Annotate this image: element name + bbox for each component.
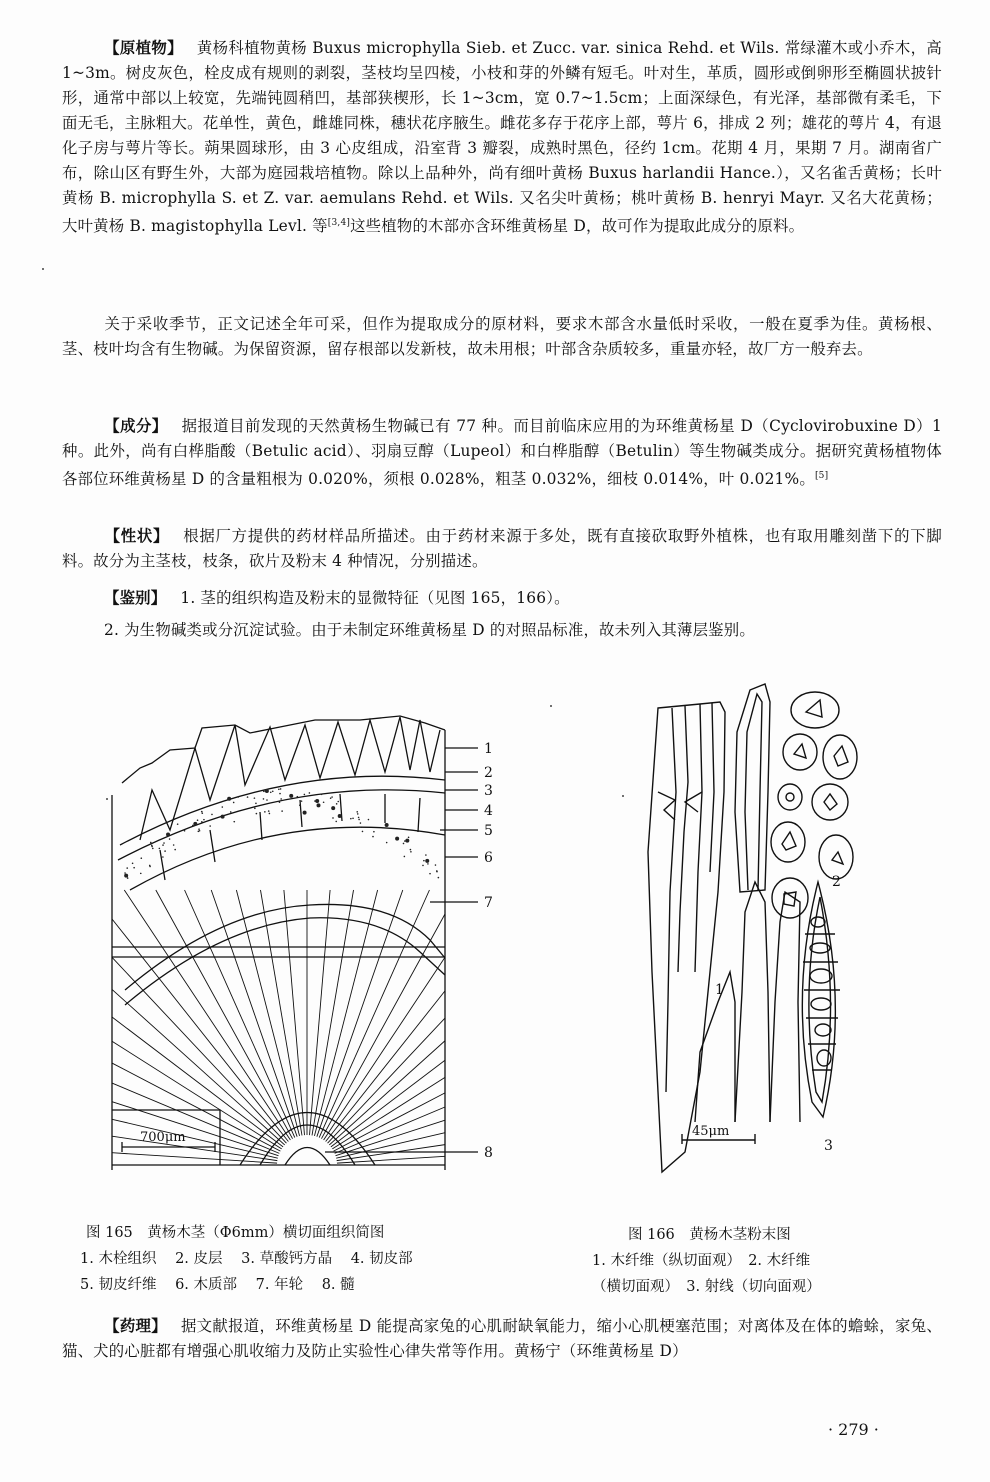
calcium-oxalate-crystal xyxy=(335,821,337,823)
calcium-oxalate-crystal xyxy=(164,850,166,852)
paragraph-origin-plant xyxy=(62,36,942,239)
scan-speck xyxy=(550,705,552,707)
calcium-oxalate-crystal xyxy=(422,865,424,867)
calcium-oxalate-crystal xyxy=(330,797,332,799)
scan-speck xyxy=(622,795,624,797)
calcium-oxalate-crystal xyxy=(410,849,412,851)
legend-item: 6. 木质部 xyxy=(175,1277,238,1293)
calcium-oxalate-crystal xyxy=(193,822,197,826)
calcium-oxalate-crystal xyxy=(350,818,352,820)
calcium-oxalate-crystal xyxy=(361,826,363,828)
calcium-oxalate-crystal xyxy=(289,794,293,798)
calcium-oxalate-crystal xyxy=(331,796,333,798)
calcium-oxalate-crystal xyxy=(126,867,128,869)
xylem-ray-line xyxy=(336,1120,445,1156)
figure-165-label: 6 xyxy=(484,850,493,866)
calcium-oxalate-crystal xyxy=(163,842,165,844)
calcium-oxalate-crystal xyxy=(162,856,164,858)
calcium-oxalate-crystal xyxy=(264,811,266,813)
xylem-ray-line xyxy=(112,957,286,1143)
calcium-oxalate-crystal xyxy=(425,854,427,856)
xylem-ray-line xyxy=(112,1063,280,1151)
calcium-oxalate-crystal xyxy=(299,804,301,806)
calcium-oxalate-crystal xyxy=(410,851,412,853)
calcium-oxalate-crystal xyxy=(272,790,274,792)
calcium-oxalate-crystal xyxy=(174,849,176,851)
calcium-oxalate-crystal xyxy=(280,788,282,790)
calcium-oxalate-crystal xyxy=(166,832,170,836)
reference-mark: [3,4] xyxy=(327,218,351,228)
calcium-oxalate-crystal xyxy=(408,837,410,839)
calcium-oxalate-crystal xyxy=(423,860,425,862)
xylem-ray-line xyxy=(112,1017,283,1147)
calcium-oxalate-crystal xyxy=(255,803,257,805)
calcium-oxalate-crystal xyxy=(429,873,431,875)
figure-165-label: 3 xyxy=(484,783,493,799)
xylem-ray-line xyxy=(236,890,299,1136)
figure-166-legend-line-2: （横切面观） 3. 射线（切向面观） xyxy=(592,1279,821,1295)
calcium-oxalate-crystal xyxy=(425,859,429,863)
origin-plant-text: 黄杨科植物黄杨 Buxus microphylla Sieb. et Zucc. var. sinica Rehd. et Wils. 常绿灌木或小乔木，高 1~3m。树皮灰色，栓皮成有规则的剥裂，茎枝均呈四棱，小枝和芽的外鳞有短毛。叶对生，革质，圆形或倒卵形至椭圆状披针形，通常中部以上较宽，先端钝圆稍凹，基部狭楔形，长 1~3cm，宽 0.7~1.5cm；上面深绿色，有光泽，基部微有柔毛，下面无毛，主脉粗大。花单性，黄色，雌雄同株，穗状花序腋生。雌花多存于花序上部，萼片 6，排成 2 列；雄花的萼片 4，有退化子房与萼片等长。蒴果圆球形，由 3 心皮组成，沿室背 3 瓣裂，成熟时黑色，径约 1cm。花期 4 月，果期 7 月。湖南省广布，除山区有野生外，大部为庭园栽培植物。除以上品种外，尚有细叶黄杨 Buxus harlandii Hance.），又名雀舌黄杨；长叶黄杨 B. microphylla S. et Z. var. aemulans Rehd. et Wils. 又名尖叶黄杨；桃叶黄杨 B. henryi Mayr. 又名大花黄杨；大叶黄杨 B. magistophylla Levl. 等 xyxy=(62,39,942,236)
figure-166-scale-label: 45μm xyxy=(692,1124,730,1139)
calcium-oxalate-crystal xyxy=(263,798,265,800)
calcium-oxalate-crystal xyxy=(268,810,270,812)
heading-properties: 【性状】 xyxy=(104,527,170,545)
calcium-oxalate-crystal xyxy=(256,813,258,815)
calcium-oxalate-crystal xyxy=(357,813,359,815)
heading-identification: 【鉴别】 xyxy=(104,589,167,607)
xylem-ray-line xyxy=(112,1136,277,1160)
xylem-ray-line xyxy=(310,890,331,1135)
calcium-oxalate-crystal xyxy=(427,863,429,865)
figure-165-label: 2 xyxy=(484,765,493,781)
figure-165-stem-cross-section xyxy=(100,690,530,1170)
calcium-oxalate-crystal xyxy=(405,839,409,843)
calcium-oxalate-crystal xyxy=(140,873,142,875)
xylem-ray-line xyxy=(112,1153,277,1163)
xylem-ray-line xyxy=(324,957,445,1140)
calcium-oxalate-crystal xyxy=(198,831,200,833)
xylem-ray-line xyxy=(260,890,302,1135)
calcium-oxalate-crystal xyxy=(386,824,388,826)
calcium-oxalate-crystal xyxy=(395,837,399,841)
identification-item-1: 1. 茎的组织构造及粉末的显微特征（见图 165，166）。 xyxy=(180,589,570,607)
calcium-oxalate-crystal xyxy=(197,819,199,821)
calcium-oxalate-crystal xyxy=(254,808,256,810)
calcium-oxalate-crystal xyxy=(124,872,126,874)
calcium-oxalate-crystal xyxy=(149,866,151,868)
calcium-oxalate-crystal xyxy=(150,843,152,845)
calcium-oxalate-crystal xyxy=(362,831,364,833)
calcium-oxalate-crystal xyxy=(237,796,239,798)
xylem-ray-line xyxy=(334,1093,445,1151)
xylem-ray-line xyxy=(326,991,445,1142)
calcium-oxalate-crystal xyxy=(315,799,319,803)
calcium-oxalate-crystal xyxy=(233,821,235,823)
xylem-ray-line xyxy=(312,890,354,1135)
figure-165-label: 1 xyxy=(484,741,493,757)
properties-text: 根据厂方提供的药材样品所描述。由于药材来源于多处，既有直接砍取野外植株，也有取用雕刻凿下的下脚料。故分为主茎枝，枝条，砍片及粉末 4 种情况，分别描述。 xyxy=(62,527,942,570)
calcium-oxalate-crystal xyxy=(278,788,280,790)
calcium-oxalate-crystal xyxy=(133,867,135,869)
harvest-text: 关于采收季节，正文记述全年可采，但作为提取成分的原材料，要求木部含水量低时采收，一般在夏季为佳。黄杨根、茎、枝叶均含有生物碱。为保留资源，留存根部以发新枝，故未用根；叶部含杂质较多，重量亦轻，故厂方一般弃去。 xyxy=(62,315,942,358)
xylem-ray-line xyxy=(314,890,377,1136)
calcium-oxalate-crystal xyxy=(435,864,437,866)
page-number: · 279 · xyxy=(828,1420,879,1439)
calcium-oxalate-crystal xyxy=(124,874,128,878)
calcium-oxalate-crystal xyxy=(279,793,281,795)
identification-item-2: 2. 为生物碱类或分沉淀试验。由于未制定环维黄杨星 D 的对照品标准，故未列入其薄层鉴别。 xyxy=(104,621,755,639)
calcium-oxalate-crystal xyxy=(265,789,269,793)
calcium-oxalate-crystal xyxy=(203,819,205,821)
calcium-oxalate-crystal xyxy=(140,857,142,859)
legend-item: 4. 韧皮部 xyxy=(350,1251,413,1267)
xylem-ray-line xyxy=(124,890,290,1140)
figure-165-scale-label: 700μm xyxy=(140,1130,186,1145)
calcium-oxalate-crystal xyxy=(263,790,265,792)
xylem-ray-line xyxy=(112,1041,282,1149)
figure-165-label: 5 xyxy=(484,823,493,839)
calcium-oxalate-crystal xyxy=(192,825,194,827)
calcium-oxalate-crystal xyxy=(386,842,388,844)
calcium-oxalate-crystal xyxy=(352,817,354,819)
paragraph-pharmacology xyxy=(62,1314,942,1364)
calcium-oxalate-crystal xyxy=(436,871,438,873)
calcium-oxalate-crystal xyxy=(332,817,334,819)
figure-165-caption: 图 165 黄杨木茎（Φ6mm）横切面组织简图 xyxy=(86,1225,385,1241)
calcium-oxalate-crystal xyxy=(177,823,179,825)
figure-166-label: 1 xyxy=(715,982,724,998)
calcium-oxalate-crystal xyxy=(169,838,171,840)
calcium-oxalate-crystal xyxy=(372,836,374,838)
legend-item: 7. 年轮 xyxy=(255,1277,304,1293)
calcium-oxalate-crystal xyxy=(404,840,406,842)
paragraph-identification-2 xyxy=(62,618,942,643)
cork-zigzag xyxy=(140,717,440,840)
legend-item: 3. 草酸钙方晶 xyxy=(241,1251,333,1267)
calcium-oxalate-crystal xyxy=(247,796,249,798)
calcium-oxalate-crystal xyxy=(297,796,299,798)
xylem-ray-line xyxy=(335,1107,445,1153)
calcium-oxalate-crystal xyxy=(209,825,211,827)
calcium-oxalate-crystal xyxy=(254,797,256,799)
heading-pharmacology: 【药理】 xyxy=(104,1317,167,1335)
calcium-oxalate-crystal xyxy=(303,811,307,815)
calcium-oxalate-crystal xyxy=(211,814,213,816)
calcium-oxalate-crystal xyxy=(127,877,129,879)
calcium-oxalate-crystal xyxy=(162,844,164,846)
calcium-oxalate-crystal xyxy=(233,802,235,804)
calcium-oxalate-crystal xyxy=(201,821,203,823)
xylem-ray-line xyxy=(319,890,429,1138)
figure-166-label: 2 xyxy=(832,874,841,890)
xylem-ray-line xyxy=(321,914,445,1139)
calcium-oxalate-crystal xyxy=(337,801,339,803)
pharmacology-text: 据文献报道，环维黄杨星 D 能提高家兔的心肌耐缺氧能力，缩小心肌梗塞范围；对离体及在体的蟾蜍，家兔、猫、犬的心脏都有增强心肌收缩力及防止实验性心律失常等作用。黄杨宁（环维黄杨星 D） xyxy=(62,1317,942,1360)
figure-165-legend-line-2 xyxy=(80,1272,427,1298)
origin-plant-text-after: 这些植物的木部亦含环维黄杨星 D，故可作为提取此成分的原料。 xyxy=(350,217,805,236)
calcium-oxalate-crystal xyxy=(404,856,406,858)
calcium-oxalate-crystal xyxy=(323,801,325,803)
xylem-ray-line xyxy=(112,989,285,1145)
legend-item: 1. 木栓组织 xyxy=(80,1251,157,1267)
figure-166-powder xyxy=(640,672,880,1192)
calcium-oxalate-crystal xyxy=(336,803,338,805)
calcium-oxalate-crystal xyxy=(331,806,335,810)
calcium-oxalate-crystal xyxy=(304,794,306,796)
calcium-oxalate-crystal xyxy=(438,877,440,879)
paragraph-properties xyxy=(62,524,942,574)
calcium-oxalate-crystal xyxy=(221,815,225,819)
calcium-oxalate-crystal xyxy=(152,848,154,850)
figure-166-caption-block xyxy=(592,1222,821,1300)
calcium-oxalate-crystal xyxy=(220,801,222,803)
legend-item: 5. 韧皮纤维 xyxy=(80,1277,157,1293)
figure-166-caption: 图 166 黄杨木茎粉末图 xyxy=(628,1227,791,1243)
calcium-oxalate-crystal xyxy=(279,801,281,803)
calcium-oxalate-crystal xyxy=(356,811,358,813)
calcium-oxalate-crystal xyxy=(368,819,370,821)
heading-origin-plant: 【原植物】 xyxy=(104,39,183,57)
figure-165-label: 4 xyxy=(484,803,493,819)
xylem-ray-line xyxy=(112,1083,279,1153)
legend-item: 8. 髓 xyxy=(321,1277,355,1293)
paragraph-harvest xyxy=(62,312,942,362)
calcium-oxalate-crystal xyxy=(173,844,175,846)
calcium-oxalate-crystal xyxy=(301,800,303,802)
legend-item: 2. 皮层 xyxy=(175,1251,223,1267)
calcium-oxalate-crystal xyxy=(321,794,323,796)
xylem-ray-line xyxy=(112,1119,278,1158)
calcium-oxalate-crystal xyxy=(360,822,362,824)
calcium-oxalate-crystal xyxy=(184,830,186,832)
xylem-ray-line xyxy=(328,1018,445,1143)
calcium-oxalate-crystal xyxy=(309,792,311,794)
scan-speck xyxy=(42,268,44,270)
calcium-oxalate-crystal xyxy=(266,799,268,801)
figure-166-label: 3 xyxy=(824,1138,833,1154)
calcium-oxalate-crystal xyxy=(132,862,134,864)
calcium-oxalate-crystal xyxy=(198,828,200,830)
calcium-oxalate-crystal xyxy=(201,811,203,813)
paragraph-identification xyxy=(62,586,942,611)
xylem-ray-line xyxy=(337,1156,445,1163)
calcium-oxalate-crystal xyxy=(222,806,224,808)
calcium-oxalate-crystal xyxy=(269,813,271,815)
calcium-oxalate-crystal xyxy=(316,803,320,807)
calcium-oxalate-crystal xyxy=(201,812,203,814)
calcium-oxalate-crystal xyxy=(270,791,272,793)
scan-speck xyxy=(106,798,108,800)
calcium-oxalate-crystal xyxy=(358,819,360,821)
figure-165-legend-line-1 xyxy=(80,1246,427,1272)
calcium-oxalate-crystal xyxy=(227,797,231,801)
composition-text: 据报道目前发现的天然黄杨生物碱已有 77 种。而目前临床应用的为环维黄杨星 D（Cyclovirobuxine D）1 种。此外，尚有白桦脂酸（Betulic acid）、羽扇豆醇（Lupeol）和白桦脂醇（Betulin）等生物碱类成分。据研究黄杨植物体各部位环维黄杨星 D 的含量粗根为 0.020%，须根 0.028%，粗茎 0.032%，细枝 0.014%，叶 0.021%。 xyxy=(62,417,942,489)
figure-166-legend-line-1: 1. 木纤维（纵切面观） 2. 木纤维 xyxy=(592,1253,811,1269)
calcium-oxalate-crystal xyxy=(281,810,283,812)
calcium-oxalate-crystal xyxy=(338,814,342,818)
calcium-oxalate-crystal xyxy=(358,817,360,819)
xylem-ray-line xyxy=(284,890,305,1135)
calcium-oxalate-crystal xyxy=(159,848,161,850)
calcium-oxalate-crystal xyxy=(230,811,232,813)
reference-mark: [5] xyxy=(814,471,829,481)
figure-165-caption-block xyxy=(80,1220,427,1298)
xylem-ray-line xyxy=(185,890,295,1138)
calcium-oxalate-crystal xyxy=(280,798,282,800)
figure-165-label: 7 xyxy=(484,895,493,911)
heading-composition: 【成分】 xyxy=(104,417,168,435)
calcium-oxalate-crystal xyxy=(373,831,375,833)
calcium-oxalate-crystal xyxy=(151,846,153,848)
figure-165-label: 8 xyxy=(484,1145,493,1161)
pith xyxy=(285,1148,330,1166)
paragraph-composition xyxy=(62,414,942,492)
calcium-oxalate-crystal xyxy=(403,843,405,845)
